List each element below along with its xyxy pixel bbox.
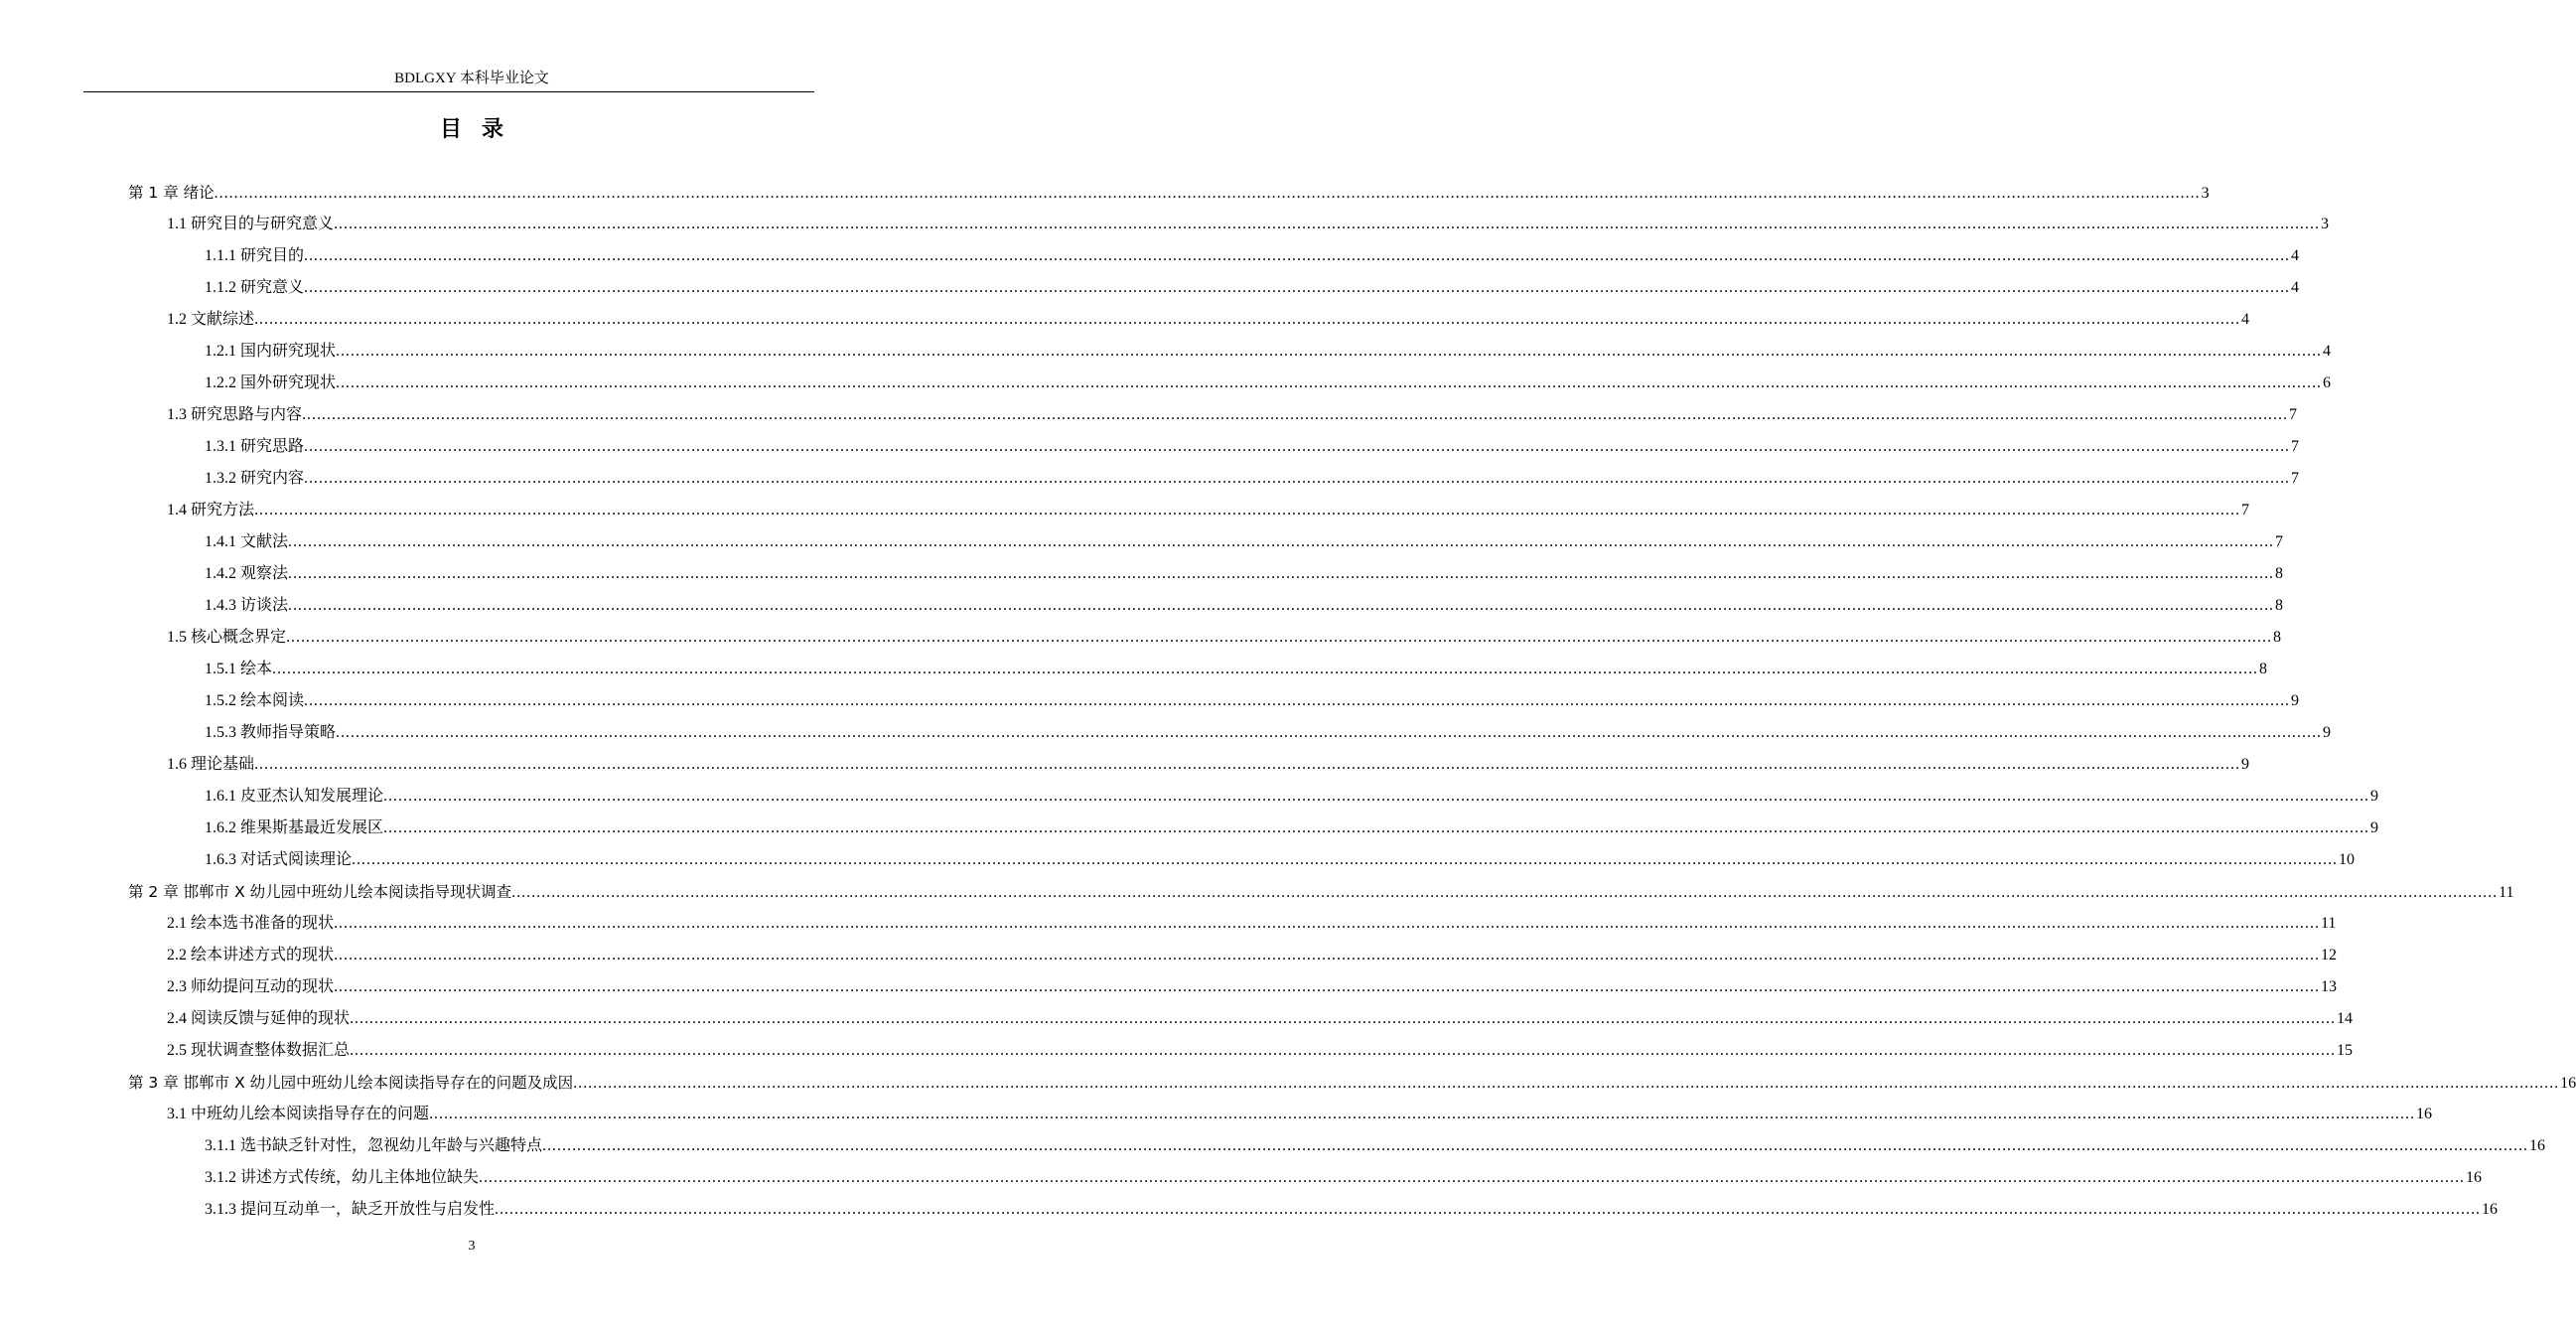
toc-dot-leader: ................................................................................................................................................................................................................................................................................................................................................................................................................	[304, 470, 2291, 487]
toc-entry-page: 10	[2339, 851, 2356, 868]
toc-entry-title: 第 3 章 邯郸市 X 幼儿园中班幼儿绘本阅读指导存在的问题及成因	[128, 1074, 574, 1092]
toc-entry[interactable]	[167, 908, 2337, 940]
toc-entry-title: 1.2.1 国内研究现状	[205, 343, 337, 360]
toc-entry-page: 8	[2259, 661, 2268, 677]
toc-dot-leader: ................................................................................................................................................................................................................................................................................................................................................................................................................	[334, 216, 2321, 232]
toc-entry-page: 4	[2291, 279, 2300, 296]
toc-dot-leader: ................................................................................................................................................................................................................................................................................................................................................................................................................	[302, 406, 2289, 423]
toc-entry[interactable]	[167, 495, 2250, 526]
toc-entry-title: 第 1 章 绪论	[128, 184, 215, 202]
toc-entry-page: 16	[2560, 1075, 2576, 1092]
toc-entry[interactable]	[167, 940, 2338, 971]
toc-dot-leader: ................................................................................................................................................................................................................................................................................................................................................................................................................	[304, 247, 2291, 264]
toc-entry-page: 8	[2275, 597, 2284, 614]
toc-entry-page: 7	[2291, 438, 2300, 455]
toc-entry-page: 9	[2323, 724, 2332, 741]
toc-entry-page: 3	[2321, 216, 2330, 232]
toc-dot-leader: ................................................................................................................................................................................................................................................................................................................................................................................................................	[511, 884, 2499, 901]
toc-entry-page: 9	[2241, 756, 2250, 773]
toc-dot-leader: ................................................................................................................................................................................................................................................................................................................................................................................................................	[288, 565, 2275, 582]
toc-entry[interactable]	[205, 685, 2300, 717]
toc-entry-page: 7	[2289, 406, 2298, 423]
toc-entry-title: 1.5.2 绘本阅读	[205, 692, 305, 709]
toc-entry[interactable]	[167, 209, 2330, 240]
toc-entry[interactable]	[167, 971, 2338, 1003]
header-rule	[83, 91, 814, 92]
toc-entry-page: 15	[2337, 1042, 2354, 1059]
toc-dot-leader: ................................................................................................................................................................................................................................................................................................................................................................................................................	[214, 185, 2201, 202]
toc-dot-leader: ................................................................................................................................................................................................................................................................................................................................................................................................................	[254, 756, 2241, 773]
toc-entry-title: 1.6.2 维果斯基最近发展区	[205, 819, 384, 836]
toc-dot-leader: ................................................................................................................................................................................................................................................................................................................................................................................................................	[288, 597, 2275, 614]
toc-entry[interactable]	[205, 590, 2284, 622]
toc-entry-title: 1.5.1 绘本	[205, 661, 273, 677]
toc-entry-title: 1.5.3 教师指导策略	[205, 724, 337, 741]
toc-dot-leader: ................................................................................................................................................................................................................................................................................................................................................................................................................	[573, 1075, 2560, 1092]
toc-entry[interactable]	[205, 463, 2300, 495]
toc-entry-page: 8	[2275, 565, 2284, 582]
toc-entry[interactable]	[205, 1194, 2499, 1226]
toc-entry-title: 1.3 研究思路与内容	[167, 406, 303, 423]
toc-entry-title: 1.4.2 观察法	[205, 565, 289, 582]
toc-entry-page: 11	[2321, 915, 2337, 932]
toc-dot-leader: ................................................................................................................................................................................................................................................................................................................................................................................................................	[350, 1042, 2337, 1059]
toc-entry[interactable]	[128, 1067, 2576, 1099]
toc-entry-page: 14	[2337, 1010, 2354, 1027]
toc-entry-title: 2.5 现状调查整体数据汇总	[167, 1042, 351, 1059]
toc-entry-page: 9	[2370, 819, 2379, 836]
toc-dot-leader: ................................................................................................................................................................................................................................................................................................................................................................................................................	[304, 692, 2291, 709]
toc-entry-title: 1.5 核心概念界定	[167, 629, 287, 646]
toc-entry-page: 16	[2416, 1106, 2433, 1122]
toc-entry[interactable]	[128, 876, 2514, 908]
toc-entry-page: 4	[2241, 311, 2250, 328]
toc-entry-title: 1.1.2 研究意义	[205, 279, 305, 296]
toc-entry-title: 1.2 文献综述	[167, 311, 255, 328]
toc-dot-leader: ................................................................................................................................................................................................................................................................................................................................................................................................................	[272, 661, 2259, 677]
toc-entry[interactable]	[205, 1162, 2483, 1194]
toc-entry-page: 13	[2321, 978, 2338, 995]
toc-entry-title: 2.1 绘本选书准备的现状	[167, 915, 335, 932]
toc-entry[interactable]	[167, 1099, 2433, 1130]
toc-entry[interactable]	[205, 717, 2332, 749]
toc-entry-title: 1.4 研究方法	[167, 502, 255, 519]
toc-entry-page: 4	[2291, 247, 2300, 264]
toc-entry-title: 1.6.1 皮亚杰认知发展理论	[205, 788, 384, 805]
toc-entry[interactable]	[205, 813, 2379, 844]
toc-dot-leader: ................................................................................................................................................................................................................................................................................................................................................................................................................	[254, 502, 2241, 519]
toc-entry[interactable]	[205, 336, 2332, 368]
toc-entry-page: 6	[2323, 374, 2332, 391]
toc-dot-leader: ................................................................................................................................................................................................................................................................................................................................................................................................................	[304, 438, 2291, 455]
toc-dot-leader: ................................................................................................................................................................................................................................................................................................................................................................................................................	[334, 978, 2321, 995]
toc-entry[interactable]	[167, 622, 2282, 654]
toc-entry[interactable]	[205, 526, 2284, 558]
toc-entry-page: 11	[2499, 884, 2514, 901]
toc-dot-leader: ................................................................................................................................................................................................................................................................................................................................................................................................................	[288, 533, 2275, 550]
toc-entry[interactable]	[167, 304, 2250, 336]
toc-entry-title: 1.3.1 研究思路	[205, 438, 305, 455]
toc-dot-leader: ................................................................................................................................................................................................................................................................................................................................................................................................................	[542, 1137, 2529, 1154]
toc-entry[interactable]	[167, 749, 2250, 781]
toc-entry-page: 4	[2323, 343, 2332, 360]
toc-title: 目录	[439, 117, 523, 142]
toc-entry[interactable]	[167, 399, 2298, 431]
toc-entry[interactable]	[205, 558, 2284, 590]
toc-entry-title: 2.2 绘本讲述方式的现状	[167, 947, 335, 964]
toc-dot-leader: ................................................................................................................................................................................................................................................................................................................................................................................................................	[479, 1169, 2466, 1186]
toc-entry[interactable]	[205, 654, 2268, 685]
toc-entry[interactable]	[205, 781, 2379, 813]
toc-dot-leader: ................................................................................................................................................................................................................................................................................................................................................................................................................	[383, 788, 2370, 805]
running-header: BDLGXY 本科毕业论文	[394, 71, 549, 86]
toc-dot-leader: ................................................................................................................................................................................................................................................................................................................................................................................................................	[383, 819, 2370, 836]
toc-entry-page: 7	[2241, 502, 2250, 519]
toc-entry-title: 1.6.3 对话式阅读理论	[205, 851, 353, 868]
toc-dot-leader: ................................................................................................................................................................................................................................................................................................................................................................................................................	[336, 374, 2323, 391]
toc-entry-title: 3.1 中班幼儿绘本阅读指导存在的问题	[167, 1106, 430, 1122]
toc-entry-title: 1.4.3 访谈法	[205, 597, 289, 614]
toc-entry-page: 12	[2321, 947, 2338, 964]
toc-entry-page: 7	[2291, 470, 2300, 487]
toc-entry[interactable]	[205, 1130, 2546, 1162]
toc-entry-page: 9	[2370, 788, 2379, 805]
toc-entry[interactable]	[205, 272, 2300, 304]
toc-dot-leader: ................................................................................................................................................................................................................................................................................................................................................................................................................	[352, 851, 2339, 868]
toc-dot-leader: ................................................................................................................................................................................................................................................................................................................................................................................................................	[286, 629, 2273, 646]
toc-dot-leader: ................................................................................................................................................................................................................................................................................................................................................................................................................	[254, 311, 2241, 328]
toc-entry-page: 16	[2482, 1201, 2499, 1218]
toc-entry-title: 1.1.1 研究目的	[205, 247, 305, 264]
toc-entry-page: 8	[2273, 629, 2282, 646]
toc-entry-page: 3	[2201, 185, 2210, 202]
toc-entry-page: 16	[2529, 1137, 2546, 1154]
toc-entry[interactable]	[167, 1035, 2354, 1067]
toc-dot-leader: ................................................................................................................................................................................................................................................................................................................................................................................................................	[336, 724, 2323, 741]
toc-entry-title: 1.2.2 国外研究现状	[205, 374, 337, 391]
toc-dot-leader: ................................................................................................................................................................................................................................................................................................................................................................................................................	[350, 1010, 2337, 1027]
toc-entry[interactable]	[167, 1003, 2354, 1035]
toc-entry-page: 9	[2291, 692, 2300, 709]
toc-entry-title: 2.4 阅读反馈与延伸的现状	[167, 1010, 351, 1027]
toc-entry-title: 第 2 章 邯郸市 X 幼儿园中班幼儿绘本阅读指导现状调查	[128, 883, 512, 901]
toc-entry[interactable]	[205, 368, 2332, 399]
toc-entry-page: 7	[2275, 533, 2284, 550]
toc-entry-page: 16	[2466, 1169, 2483, 1186]
toc-entry-title: 3.1.1 选书缺乏针对性，忽视幼儿年龄与兴趣特点	[205, 1137, 543, 1154]
toc-entry-title: 3.1.3 提问互动单一，缺乏开放性与启发性	[205, 1201, 496, 1218]
toc-entry[interactable]	[205, 240, 2300, 272]
toc-dot-leader: ................................................................................................................................................................................................................................................................................................................................................................................................................	[429, 1106, 2416, 1122]
toc-entry[interactable]	[205, 844, 2356, 876]
toc-entry[interactable]	[205, 431, 2300, 463]
toc-dot-leader: ................................................................................................................................................................................................................................................................................................................................................................................................................	[495, 1201, 2482, 1218]
toc-dot-leader: ................................................................................................................................................................................................................................................................................................................................................................................................................	[304, 279, 2291, 296]
page-number: 3	[468, 1239, 476, 1254]
toc-dot-leader: ................................................................................................................................................................................................................................................................................................................................................................................................................	[336, 343, 2323, 360]
toc-entry-title: 1.6 理论基础	[167, 756, 255, 773]
toc-entry-title: 2.3 师幼提问互动的现状	[167, 978, 335, 995]
toc-entry-title: 1.3.2 研究内容	[205, 470, 305, 487]
toc-entry-title: 3.1.2 讲述方式传统，幼儿主体地位缺失	[205, 1169, 480, 1186]
toc-dot-leader: ................................................................................................................................................................................................................................................................................................................................................................................................................	[334, 947, 2321, 964]
toc-entry[interactable]	[128, 177, 2210, 209]
toc-dot-leader: ................................................................................................................................................................................................................................................................................................................................................................................................................	[334, 915, 2321, 932]
toc-entry-title: 1.4.1 文献法	[205, 533, 289, 550]
toc-entry-title: 1.1 研究目的与研究意义	[167, 216, 335, 232]
